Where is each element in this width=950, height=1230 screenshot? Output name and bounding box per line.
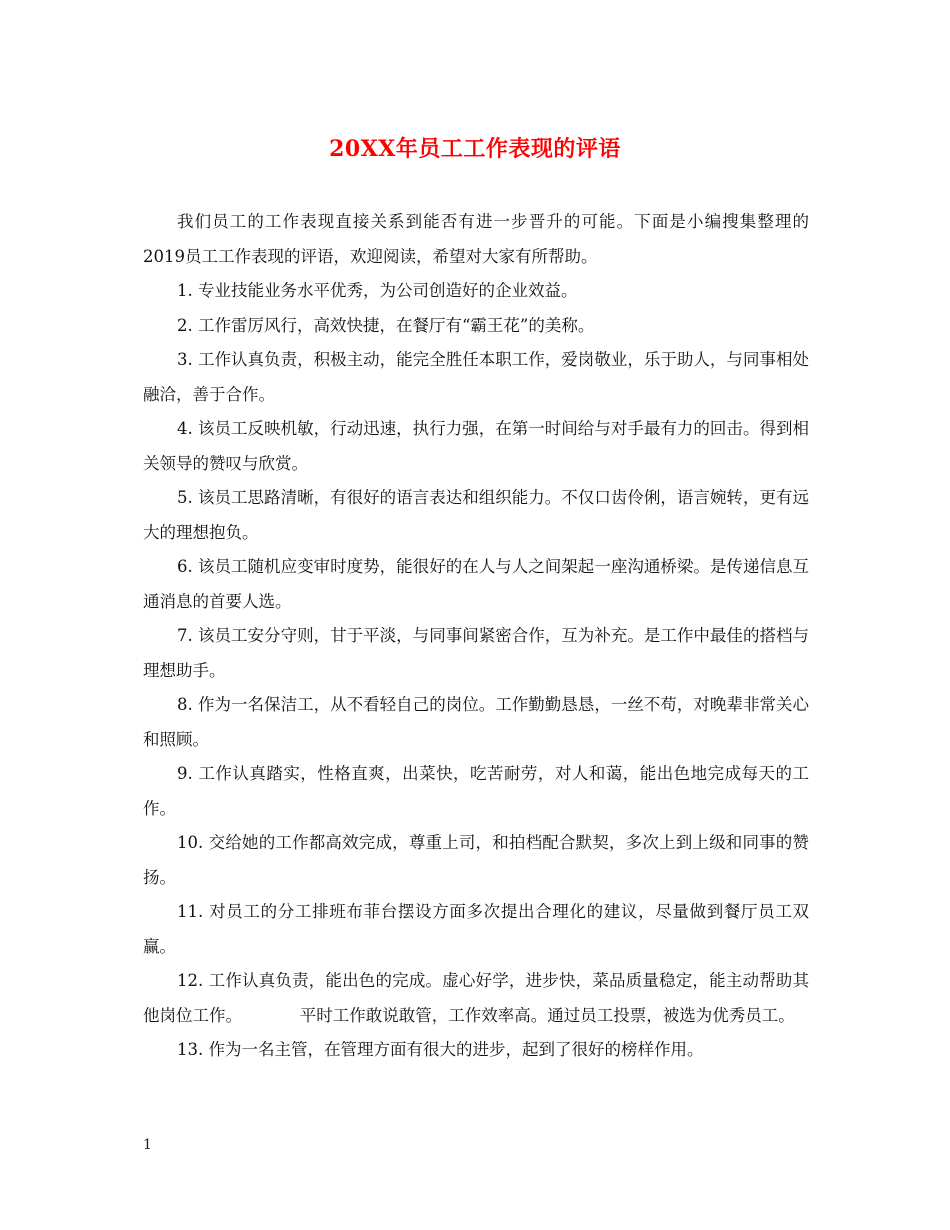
document-body bbox=[143, 205, 809, 1068]
list-item: 13. 作为一名主管，在管理方面有很大的进步，起到了很好的榜样作用。 bbox=[177, 1040, 704, 1059]
list-item: 5. 该员工思路清晰，有很好的语言表达和组织能力。不仅口齿伶俐，语言婉转，更有远大的理想抱负。 bbox=[143, 488, 809, 542]
intro-paragraph: 我们员工的工作表现直接关系到能否有进一步晋升的可能。下面是小编搜集整理的2019员工工作表现的评语，欢迎阅读，希望对大家有所帮助。 bbox=[143, 212, 809, 266]
list-item: 6. 该员工随机应变审时度势，能很好的在人与人之间架起一座沟通桥梁。是传递信息互通消息的首要人选。 bbox=[143, 557, 809, 611]
list-item: 10. 交给她的工作都高效完成，尊重上司，和拍档配合默契，多次上到上级和同事的赞扬。 bbox=[143, 833, 809, 887]
page-title: 20XX年员工工作表现的评语 bbox=[329, 136, 621, 162]
list-item: 7. 该员工安分守则，甘于平淡，与同事间紧密合作，互为补充。是工作中最佳的搭档与理想助手。 bbox=[143, 626, 809, 680]
list-item: 2. 工作雷厉风行，高效快捷，在餐厅有“霸王花”的美称。 bbox=[177, 315, 595, 335]
list-item: 4. 该员工反映机敏，行动迅速，执行力强，在第一时间给与对手最有力的回击。得到相关领导的赞叹与欣赏。 bbox=[143, 419, 809, 473]
list-item: 9. 工作认真踏实，性格直爽，出菜快，吃苦耐劳，对人和蔼，能出色地完成每天的工作。 bbox=[143, 764, 809, 818]
page-number: 1 bbox=[143, 1137, 152, 1153]
list-item: 3. 工作认真负责，积极主动，能完全胜任本职工作，爱岗敬业，乐于助人，与同事相处融洽，善于合作。 bbox=[143, 350, 809, 404]
list-item: 8. 作为一名保洁工，从不看轻自己的岗位。工作勤勤恳恳，一丝不苟，对晚辈非常关心和照顾。 bbox=[143, 695, 809, 749]
list-item: 11. 对员工的分工排班布菲台摆设方面多次提出合理化的建议，尽量做到餐厅员工双赢。 bbox=[143, 902, 809, 956]
list-item: 12. 工作认真负责，能出色的完成。虚心好学，进步快，菜品质量稳定，能主动帮助其他岗位工作。 平时工作敢说敢管，工作效率高。通过员工投票，被选为优秀员工。 bbox=[143, 971, 809, 1025]
list-item: 1. 专业技能业务水平优秀，为公司创造好的企业效益。 bbox=[177, 281, 578, 300]
